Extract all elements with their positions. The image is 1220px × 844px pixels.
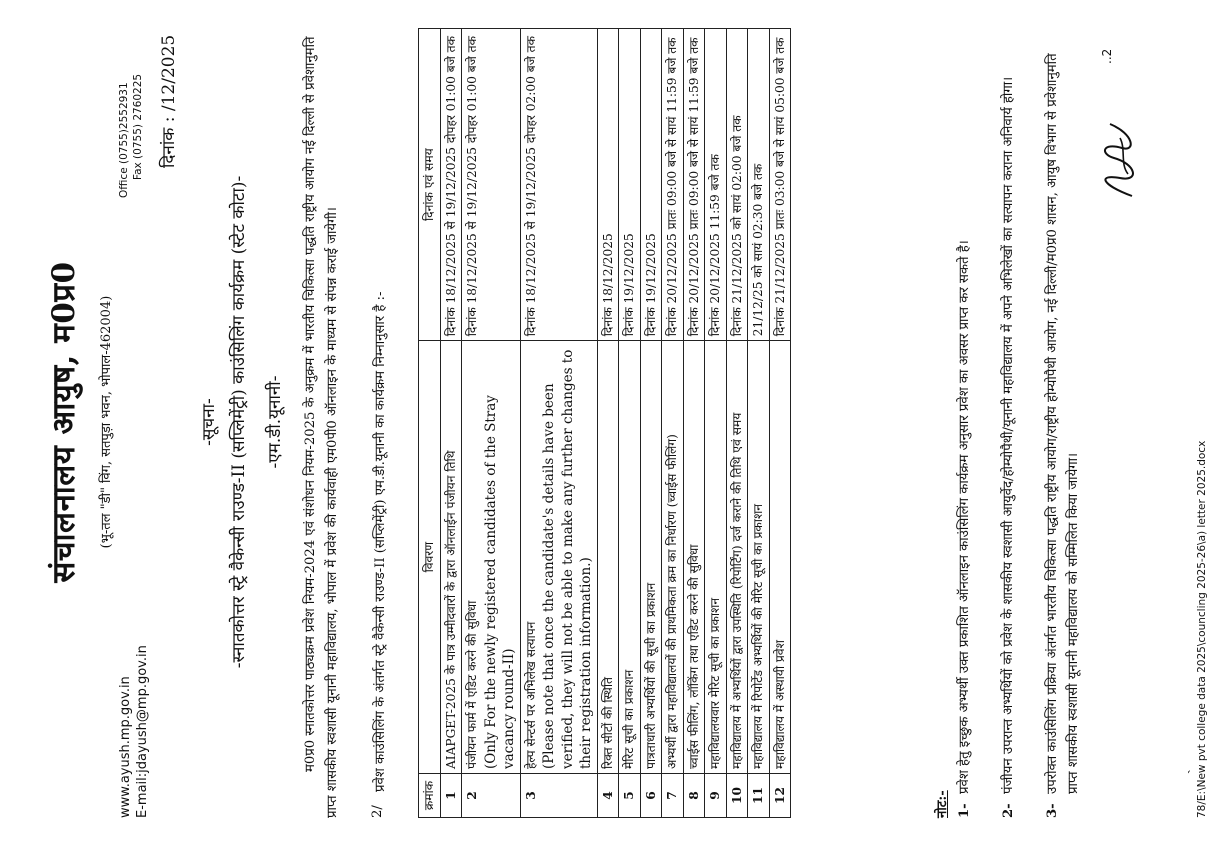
row-description: महाविद्यालय में अभ्यर्थियों द्वारा उपस्थिति (रिपोर्टिंग) दर्ज कराने की तिथि एवं समय xyxy=(726,341,748,774)
row-description: महाविद्यालयवार मेरिट सूची का प्रकाशन xyxy=(705,341,727,774)
row-date: दिनांक 19/12/2025 xyxy=(619,29,641,341)
column-header-date-time: दिनांक एवं समय xyxy=(419,29,441,341)
row-date: दिनांक 21/12/2025 प्रातः 03:00 बजे से सायं 05:00 बजे तक xyxy=(769,29,791,341)
website-url: www.ayush.mp.gov.in xyxy=(118,676,133,818)
office-phone: Office (0755)2552931 xyxy=(118,82,130,198)
table-row xyxy=(705,29,727,818)
table-header-row xyxy=(419,29,441,818)
column-header-serial: क्रमांक xyxy=(419,774,441,818)
note-number: 1- xyxy=(957,803,972,818)
row-date: दिनांक 18/12/2025 से 19/12/2025 दोपहर 01:00 बजे तक xyxy=(462,29,521,341)
row-number: 5 xyxy=(619,774,641,818)
row-description: च्वाईस फीलिंग, लॉकिंग तथा एडिट करने की सुविधा xyxy=(683,341,705,774)
date-label: दिनांक : /12/2025 xyxy=(159,34,179,168)
row-number: 12 xyxy=(769,774,791,818)
row-description: मेरिट सूची का प्रकाशन xyxy=(619,341,641,774)
file-path-footer: 78/E:\New pvt college data 2025\councling 2025-26\a) letter 2025.docx xyxy=(1196,440,1208,818)
row-number: 4 xyxy=(597,774,619,818)
table-row xyxy=(683,29,705,818)
row-description: पंजीयन फार्म में एडिट करने की सुविधा xyxy=(465,600,479,770)
row-number: 10 xyxy=(726,774,748,818)
row-description: पात्रताधारी अभ्यर्थियों की सूची का प्रकाशन xyxy=(640,341,662,774)
note-item xyxy=(954,28,975,818)
table-row xyxy=(748,29,770,818)
row-description: AIAPGET-2025 के पात्र उम्मीदवारों के द्वारा ऑनलाईन पंजीयन तिथि xyxy=(440,341,462,774)
row-number: 6 xyxy=(640,774,662,818)
fax-number: Fax (0755) 2760225 xyxy=(132,73,144,180)
row-number: 7 xyxy=(662,774,684,818)
row-description: हेल्प सेन्टर्स पर अभिलेख सत्यापन xyxy=(523,621,538,770)
row-number: 8 xyxy=(683,774,705,818)
row-date: दिनांक 19/12/2025 xyxy=(640,29,662,341)
table-row xyxy=(769,29,791,818)
row-description-english: (Only For the newly registered candidates of the Stray vacancy round-II) xyxy=(482,395,517,770)
scan-mark: ˎ xyxy=(1175,769,1191,774)
row-date: दिनांक 18/12/2025 से 19/12/2025 दोपहर 01:00 बजे तक xyxy=(440,29,462,341)
para-number: 2/ xyxy=(370,805,385,818)
note-item xyxy=(998,28,1019,818)
row-date: दिनांक 20/12/2025 प्रातः 09:00 बजे से सायं 11:59 बजे तक xyxy=(662,29,684,341)
note-text: पंजीयन उपरान्त अभ्यर्थियों को प्रवेश के शासकीय स्वशासी आयुर्वेद/होम्योपैथी/यूनानी महाविद्यालय में अपने अभिलेखों का सत्यापन कराना अनिवार्य होगा। xyxy=(1001,76,1016,794)
table-row xyxy=(440,29,462,818)
column-header-description: विवरण xyxy=(419,341,441,774)
row-date: दिनांक 20/12/2025 प्रातः 09:00 बजे से सायं 11:59 बजे तक xyxy=(683,29,705,341)
schedule-table xyxy=(418,28,791,818)
email-address: E-mail:jdayush@mp.gov.in xyxy=(135,645,150,818)
table-row xyxy=(726,29,748,818)
note-text: उपरोक्त काउंसिलिंग प्रक्रिया अंतर्गत भारतीय चिकित्सा पद्धति राष्ट्रीय आयोग/राष्ट्रीय होम्योपैथी आयोग, नई दिल्ली/म0प्र0 शासन, आयुष विभाग से प्रवेशानुमति प्राप्त शासकीय स्वशासी यूनानी महाविद्यालय को सम्मिलित किया जायेगा। xyxy=(1045,53,1081,794)
row-description: महाविद्यालय में रिपोर्टेड अभ्यर्थियों की मेरिट सूची का प्रकाशन xyxy=(748,341,770,774)
page-continuation: ..2 xyxy=(1100,48,1114,64)
table-row xyxy=(597,29,619,818)
notice-subject: -स्नातकोत्तर स्ट्रे वैकेन्सी राउण्ड-II (सप्लिमेंट्री) काउंसिलिंग कार्यक्रम (स्टेट कोटा)- xyxy=(229,175,249,669)
row-description-cell xyxy=(520,341,597,774)
row-date: 21/12/25 को सायं 02:30 बजे तक xyxy=(748,29,770,341)
table-row xyxy=(662,29,684,818)
intro-paragraph: म0प्र0 स्नातकोत्तर पाठ्यक्रम प्रवेश नियम-2024 एवं संशोधन नियम-2025 के अनुक्रम में भारतीय चिकित्सा पद्धति राष्ट्रीय आयोग नई दिल्ली से प्रवेशानुमति प्राप्त शासकीय स्वशासी यूनानी महाविद्यालय, भोपाल में प्रवेश की कार्यवाही एम0पी0 ऑनलाइन के माध्यम से संपन्न कराई जायेगी। xyxy=(303,36,340,818)
row-number: 3 xyxy=(520,774,597,818)
page-title: संचालनालय आयुष, म0प्र0 xyxy=(46,261,82,583)
row-number: 9 xyxy=(705,774,727,818)
row-number: 2 xyxy=(462,774,521,818)
note-text: प्रवेश हेतु इच्छुक अभ्यर्थी उक्त प्रकाशित ऑनलाइन काउंसिलिंग कार्यक्रम अनुसार प्रवेश का अवसर प्राप्त कर सकते है। xyxy=(957,240,972,794)
note-number: 3- xyxy=(1045,803,1060,818)
signature xyxy=(1090,114,1150,204)
row-description-english: (Please note that once the candidate's details have been verified, they will not be able to make any further changes to their registration information.) xyxy=(541,349,594,770)
course-name: -एम.डी.यूनानी- xyxy=(265,375,285,469)
row-date: दिनांक 20/12/2025 11:59 बजे तक xyxy=(705,29,727,341)
table-row xyxy=(640,29,662,818)
notice-heading: -सूचना- xyxy=(199,398,219,446)
row-date: दिनांक 21/12/2025 को सायं 02:00 बजे तक xyxy=(726,29,748,341)
notes-label: नोट:- xyxy=(935,790,950,818)
row-number: 11 xyxy=(748,774,770,818)
table-row xyxy=(619,29,641,818)
row-number: 1 xyxy=(440,774,462,818)
row-date: दिनांक 18/12/2025 से 19/12/2025 दोपहर 02:00 बजे तक xyxy=(520,29,597,341)
row-description: रिक्त सीटों की स्थिति xyxy=(597,341,619,774)
note-number: 2- xyxy=(1001,803,1016,818)
row-description: अभ्यर्थी द्वारा महाविद्यालयों की प्राथमिकता क्रम का निर्धारण (च्वाईस फीलिंग) xyxy=(662,341,684,774)
row-description-cell xyxy=(462,341,521,774)
table-row xyxy=(520,29,597,818)
office-address: (भू-तल "डी" विंग, सतपुड़ा भवन, भोपाल-462004) xyxy=(99,295,114,549)
row-description: महाविद्यालय में अस्थायी प्रवेश xyxy=(769,341,791,774)
schedule-intro: प्रवेश काउंसिलिंग के अंतर्गत स्ट्रे वैकेन्सी राउण्ड-II (सप्लिमेंट्री) एम.डी.यूनानी का कार्यक्रम निम्नानुसार है :- xyxy=(373,291,388,792)
note-item xyxy=(1042,28,1084,818)
row-date: दिनांक 18/12/2025 xyxy=(597,29,619,341)
table-row xyxy=(462,29,521,818)
